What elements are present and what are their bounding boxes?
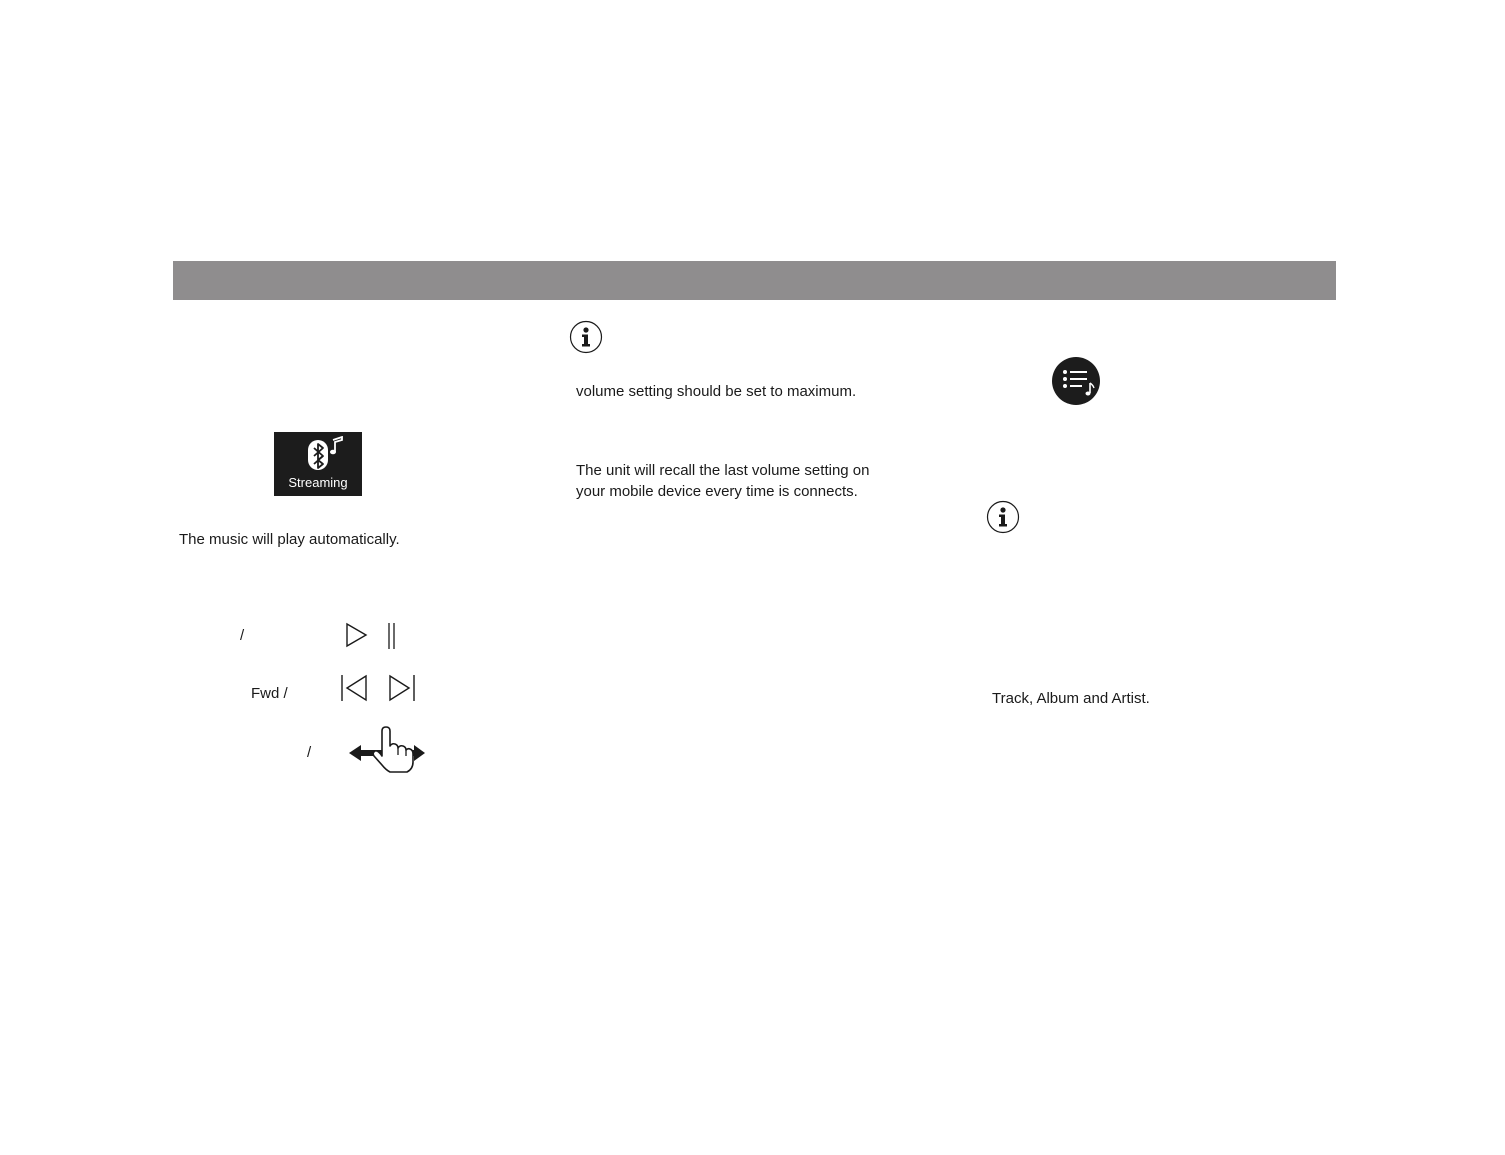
swipe-hand-icon — [348, 726, 426, 774]
info-icon — [986, 500, 1020, 534]
pause-icon — [386, 622, 398, 650]
music-note-icon — [328, 436, 344, 458]
volume-max-text: volume setting should be set to maximum. — [576, 383, 857, 400]
volume-recall-text-1: The unit will recall the last volume setting on — [576, 462, 870, 479]
play-pause-separator: / — [240, 627, 245, 644]
streaming-label: Streaming — [288, 475, 348, 490]
track-album-artist-text: Track, Album and Artist. — [992, 690, 1150, 707]
info-icon — [569, 320, 603, 354]
play-icon — [345, 622, 369, 648]
previous-track-icon — [340, 674, 370, 702]
next-track-icon — [387, 674, 417, 702]
playlist-icon — [1052, 357, 1100, 405]
auto-play-text: The music will play automatically. — [179, 531, 400, 548]
swipe-separator: / — [307, 744, 312, 761]
fwd-label: Fwd / — [251, 685, 288, 702]
volume-recall-text-2: your mobile device every time is connects. — [576, 483, 858, 500]
bluetooth-streaming-tile — [274, 432, 362, 496]
section-header-bar — [173, 261, 1336, 300]
